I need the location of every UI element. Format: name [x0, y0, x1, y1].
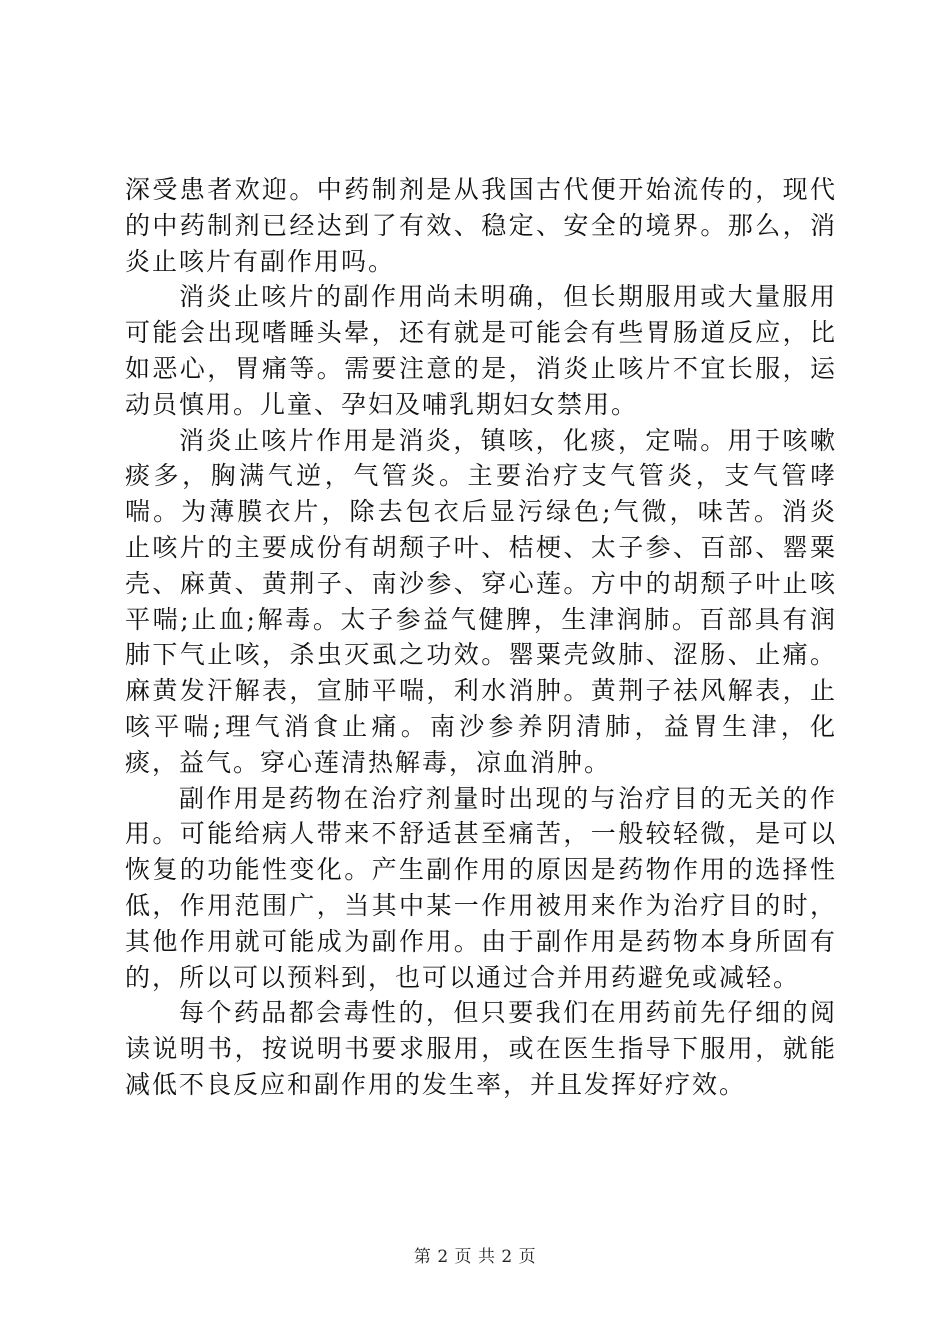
document-body [125, 172, 837, 1103]
paragraph-side-effects: 消炎止咳片的副作用尚未明确，但长期服用或大量服用可能会出现嗜睡头晕，还有就是可能会有些胃肠道反应，比如恶心，胃痛等。需要注意的是，消炎止咳片不宜长服，运动员慎用。儿童、孕妇及哺乳期妇女禁用。 [125, 282, 837, 419]
page-number-footer: 第 2 页 共 2 页 [413, 1247, 537, 1267]
paragraph-function-ingredients: 消炎止咳片作用是消炎，镇咳，化痰，定喘。用于咳嗽痰多，胸满气逆，气管炎。主要治疗支气管炎，支气管哮喘。为薄膜衣片，除去包衣后显污绿色;气微，味苦。消炎止咳片的主要成份有胡颓子叶、桔梗、太子参、百部、罂粟壳、麻黄、黄荆子、南沙参、穿心莲。方中的胡颓子叶止咳平喘;止血;解毒。太子参益气健脾，生津润肺。百部具有润肺下气止咳，杀虫灭虱之功效。罂粟壳敛肺、涩肠、止痛。麻黄发汗解表，宣肺平喘，利水消肿。黄荆子祛风解表，止咳平喘;理气消食止痛。南沙参养阴清肺，益胃生津，化痰，益气。穿心莲清热解毒，凉血消肿。 [125, 425, 837, 777]
paragraph-advice: 每个药品都会毒性的，但只要我们在用药前先仔细的阅读说明书，按说明书要求服用，或在医生指导下服用，就能减低不良反应和副作用的发生率，并且发挥好疗效。 [125, 998, 837, 1099]
paragraph-side-effect-definition: 副作用是药物在治疗剂量时出现的与治疗目的无关的作用。可能给病人带来不舒适甚至痛苦，一般较轻微，是可以恢复的功能性变化。产生副作用的原因是药物作用的选择性低，作用范围广，当其中某一作用被用来作为治疗目的时，其他作用就可能成为副作用。由于副作用是药物本身所固有的，所以可以预料到，也可以通过合并用药避免或减轻。 [125, 783, 837, 992]
paragraph-continuation: 深受患者欢迎。中药制剂是从我国古代便开始流传的，现代的中药制剂已经达到了有效、稳定、安全的境界。那么，消炎止咳片有副作用吗。 [125, 175, 837, 276]
